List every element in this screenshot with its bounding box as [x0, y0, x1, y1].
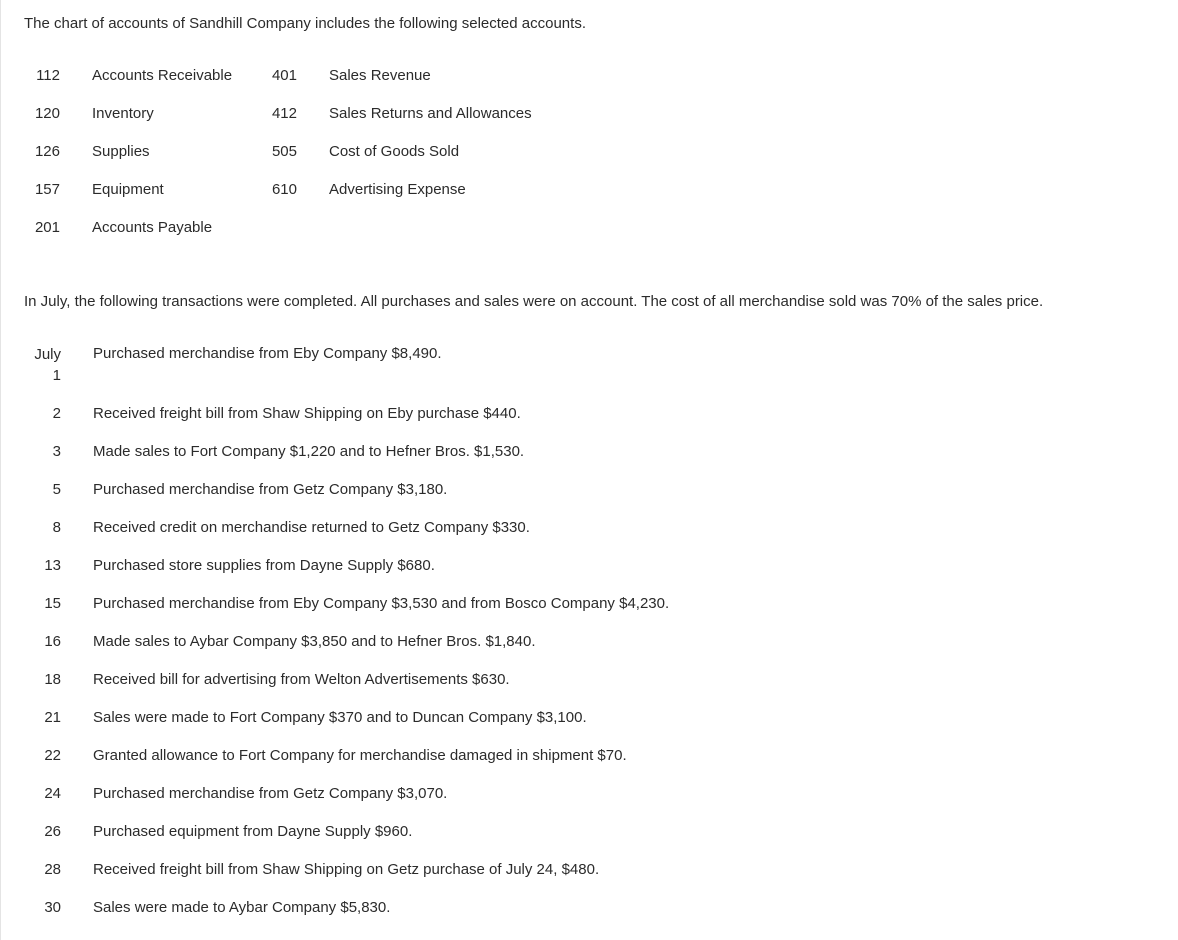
transaction-description: Purchased equipment from Dayne Supply $960. — [93, 823, 413, 840]
transaction-row — [0, 344, 1178, 364]
account-number: 126 — [34, 143, 60, 160]
account-number: 112 — [36, 67, 60, 84]
transaction-row — [0, 518, 1178, 538]
transaction-day: 21 — [44, 709, 61, 726]
account-name: Cost of Goods Sold — [329, 143, 460, 160]
transaction-description: Purchased store supplies from Dayne Supply $680. — [93, 557, 435, 574]
problem-intro: The chart of accounts of Sandhill Company includes the following selected accounts. — [24, 15, 586, 32]
transaction-day: 15 — [44, 595, 61, 612]
transaction-day: 2 — [52, 405, 61, 422]
transaction-row — [0, 594, 1178, 614]
transaction-description: Sales were made to Fort Company $370 and to Duncan Company $3,100. — [93, 709, 587, 726]
transaction-description: Purchased merchandise from Getz Company $3,070. — [93, 785, 448, 802]
transaction-day: 28 — [44, 861, 61, 878]
transaction-day: 16 — [44, 633, 61, 650]
transaction-description: Granted allowance to Fort Company for merchandise damaged in shipment $70. — [93, 747, 627, 764]
transaction-description: Received freight bill from Shaw Shipping on Getz purchase of July 24, $480. — [93, 861, 600, 878]
account-number: 401 — [271, 67, 297, 84]
account-name: Inventory — [92, 105, 154, 122]
transaction-row — [0, 822, 1178, 842]
transactions-intro: In July, the following transactions were completed. All purchases and sales were on account. The cost of all merchandise sold was 70% of the sales price. — [24, 293, 1044, 310]
transaction-month: July — [34, 346, 61, 363]
transaction-day: 24 — [44, 785, 61, 802]
transaction-day: 26 — [44, 823, 61, 840]
transaction-row — [0, 442, 1178, 462]
transaction-description: Purchased merchandise from Getz Company $3,180. — [93, 481, 448, 498]
transaction-day: 13 — [44, 557, 61, 574]
transaction-description: Sales were made to Aybar Company $5,830. — [93, 899, 391, 916]
transaction-day: 18 — [44, 671, 61, 688]
transaction-row — [0, 784, 1178, 804]
transaction-row — [0, 898, 1178, 918]
transaction-row — [0, 746, 1178, 766]
transaction-row — [0, 632, 1178, 652]
account-name: Accounts Receivable — [92, 67, 233, 84]
transaction-row — [0, 860, 1178, 880]
transaction-description: Purchased merchandise from Eby Company $8,490. — [93, 345, 442, 362]
transaction-row — [0, 556, 1178, 576]
transaction-description: Made sales to Aybar Company $3,850 and to Hefner Bros. $1,840. — [93, 633, 536, 650]
transaction-day: 3 — [52, 443, 61, 460]
transaction-row — [0, 480, 1178, 500]
account-number: 610 — [271, 181, 297, 198]
account-name: Equipment — [92, 181, 164, 198]
account-name: Advertising Expense — [329, 181, 466, 198]
transaction-row — [0, 670, 1178, 690]
transaction-row — [0, 404, 1178, 424]
transaction-day: 1 — [52, 367, 61, 384]
account-name: Supplies — [92, 143, 150, 160]
transaction-description: Purchased merchandise from Eby Company $3,530 and from Bosco Company $4,230. — [93, 595, 670, 612]
transaction-description: Received credit on merchandise returned to Getz Company $330. — [93, 519, 530, 536]
transaction-description: Received bill for advertising from Welton Advertisements $630. — [93, 671, 510, 688]
transaction-day: 5 — [52, 481, 61, 498]
account-name: Sales Returns and Allowances — [329, 105, 532, 122]
account-name: Accounts Payable — [92, 219, 213, 236]
account-name: Sales Revenue — [329, 67, 431, 84]
account-number: 120 — [34, 105, 60, 122]
account-number: 201 — [34, 219, 60, 236]
transaction-row — [0, 708, 1178, 728]
transaction-day: 30 — [44, 899, 61, 916]
account-number: 412 — [271, 105, 297, 122]
account-number: 157 — [34, 181, 60, 198]
transaction-day: 8 — [52, 519, 61, 536]
transaction-day: 22 — [44, 747, 61, 764]
transaction-description: Made sales to Fort Company $1,220 and to Hefner Bros. $1,530. — [93, 443, 525, 460]
account-number: 505 — [271, 143, 297, 160]
transaction-description: Received freight bill from Shaw Shipping on Eby purchase $440. — [93, 405, 521, 422]
